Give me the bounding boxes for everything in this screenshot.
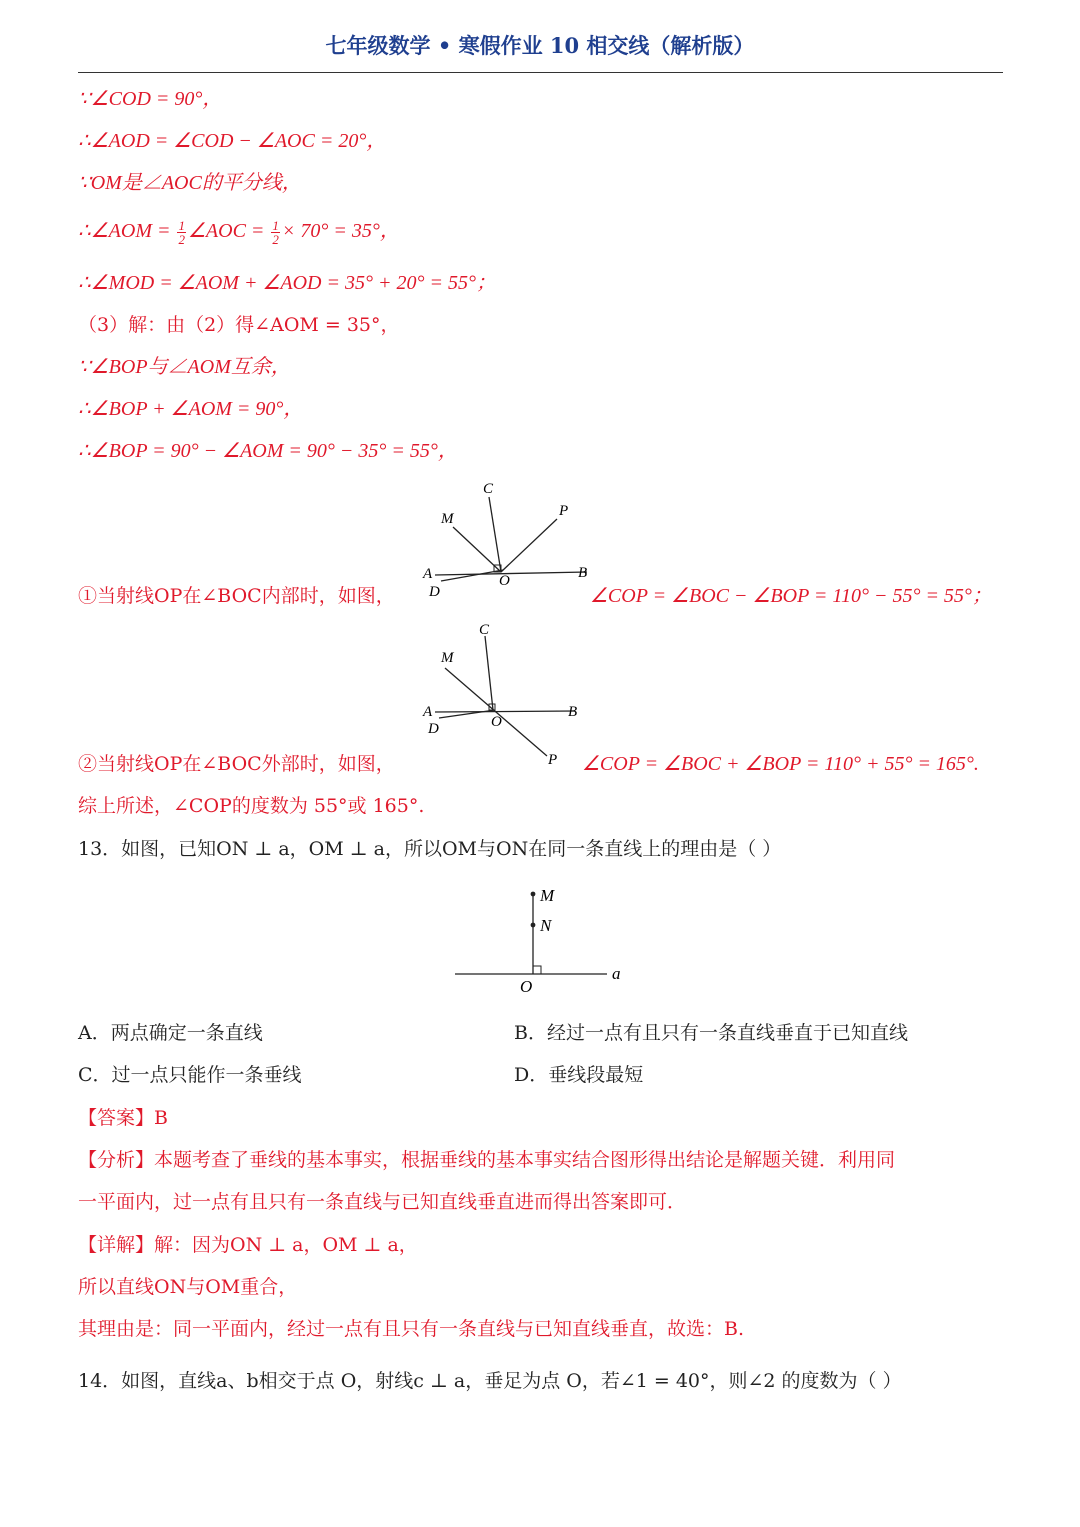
solution-line-6: （3）解：由（2）得∠AOM = 35°， (78, 314, 400, 336)
label-O: O (499, 573, 510, 589)
solution-line-2: ∴∠AOD = ∠COD − ∠AOC = 20°， (78, 130, 387, 152)
page-header-title: 七年级数学 • 寒假作业 10 相交线（解析版） (325, 33, 755, 58)
case1-formula: ∠COP = ∠BOC − ∠BOP = 110° − 55° = 55°； (590, 585, 992, 607)
solution-line-9: ∴∠BOP = 90° − ∠AOM = 90° − 35° = 55°， (78, 440, 458, 462)
solution-line-8: ∴∠BOP + ∠AOM = 90°， (78, 398, 304, 420)
option-c[interactable]: C．过一点只能作一条垂线 (78, 1064, 302, 1086)
label-A: A (423, 704, 433, 720)
case2-text: ②当射线OP在∠BOC外部时，如图， (78, 753, 395, 775)
label-P: P (559, 503, 569, 519)
label-O: O (520, 977, 533, 996)
label-O: O (491, 714, 502, 730)
times-part: × 70° = 35°， (281, 220, 400, 242)
label-P: P (548, 752, 558, 768)
label-a: a (612, 964, 621, 983)
option-d[interactable]: D．垂线段最短 (514, 1064, 644, 1086)
solution-line-4 (78, 218, 400, 246)
aoc-part: ∠AOC = (187, 220, 270, 242)
solution-line-1: ∵∠COD = 90°， (78, 88, 223, 110)
figure-op-inside (415, 475, 615, 605)
label-C: C (479, 622, 490, 638)
label-D: D (429, 584, 440, 600)
label-B: B (578, 565, 588, 581)
detail-line-3: 其理由是：同一平面内，经过一点有且只有一条直线与已知直线垂直，故选：B. (78, 1318, 745, 1340)
solution-line-5: ∴∠MOD = ∠AOM + ∠AOD = 35° + 20° = 55°； (78, 272, 496, 294)
figure-op-outside (415, 620, 615, 770)
question-14-stem: 14．如图，直线a、b相交于点 O，射线c ⊥ a，垂足为点 O，若∠1 = 40°，则∠2 的度数为（ ） (78, 1370, 902, 1392)
case2-formula: ∠COP = ∠BOC + ∠BOP = 110° + 55° = 165°. (582, 753, 979, 775)
label-M: M (540, 886, 555, 905)
solution-line-3: ∵OM是∠AOC的平分线， (78, 172, 302, 194)
label-B: B (568, 704, 578, 720)
label-N: N (540, 916, 552, 935)
detail-line-1: 【详解】解：因为ON ⊥ a，OM ⊥ a， (78, 1234, 418, 1256)
analysis-line-1: 【分析】本题考查了垂线的基本事实，根据垂线的基本事实结合图形得出结论是解题关键．利用同 (78, 1149, 896, 1171)
label-M: M (441, 650, 454, 666)
fraction-half-2 (271, 219, 280, 246)
question-13-stem: 13．如图，已知ON ⊥ a，OM ⊥ a，所以OM与ON在同一条直线上的理由是（ ） (78, 838, 782, 860)
option-b[interactable]: B．经过一点有且只有一条直线垂直于已知直线 (514, 1022, 908, 1044)
label-D: D (428, 721, 439, 737)
answer-line: 【答案】B (78, 1107, 168, 1129)
solution-line-7: ∵∠BOP与∠AOM互余， (78, 356, 291, 378)
frac-num: 1 (178, 217, 185, 233)
option-a[interactable]: A．两点确定一条直线 (78, 1022, 263, 1044)
case1-text: ①当射线OP在∠BOC内部时，如图， (78, 585, 395, 607)
aom-prefix: ∴∠AOM = (78, 220, 176, 242)
frac-den: 2 (178, 231, 185, 247)
frac-num: 1 (272, 217, 279, 233)
fraction-half-1 (177, 219, 186, 246)
detail-line-2: 所以直线ON与OM重合， (78, 1276, 298, 1298)
header-divider (78, 72, 1003, 73)
label-M: M (441, 511, 454, 527)
label-C: C (483, 481, 494, 497)
label-A: A (423, 566, 433, 582)
figure-perpendicular (445, 880, 635, 1000)
analysis-line-2: 一平面内，过一点有且只有一条直线与已知直线垂直进而得出答案即可． (78, 1191, 687, 1213)
frac-den: 2 (272, 231, 279, 247)
summary-line: 综上所述，∠COP的度数为 55°或 165°. (78, 795, 425, 817)
